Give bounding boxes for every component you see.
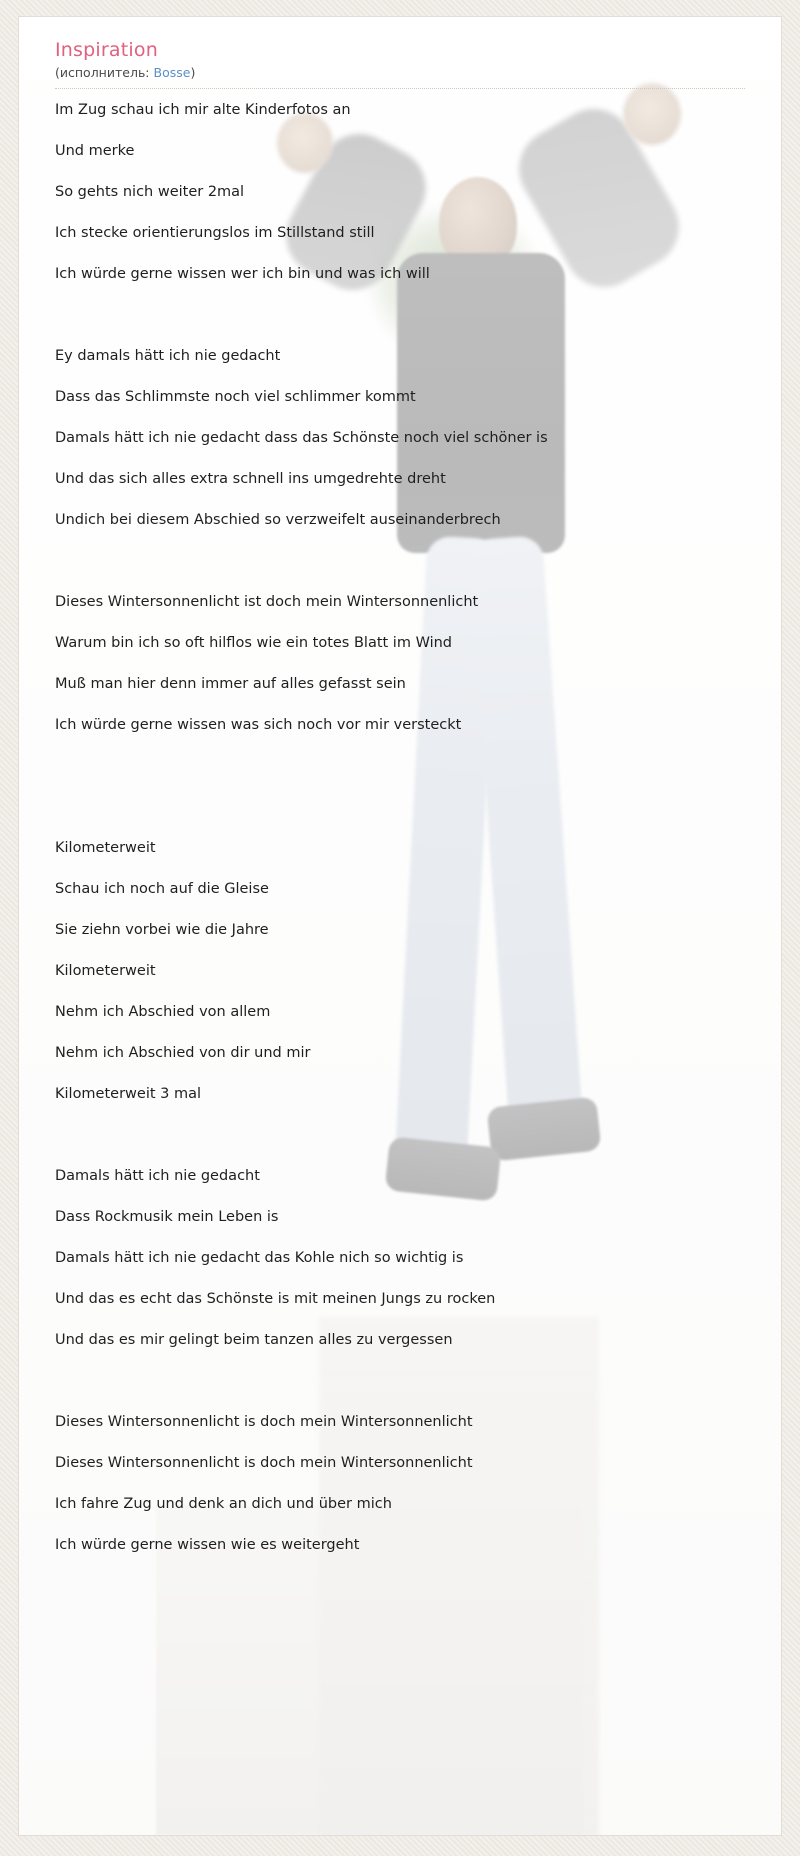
lyric-line: Dieses Wintersonnenlicht ist doch mein Wintersonnenlicht [55,594,479,610]
lyric-line: Kilometerweit [55,840,156,856]
lyric-line: Schau ich noch auf die Gleise [55,881,269,897]
artist-suffix-label: ) [190,65,196,80]
lyric-line: Und das es mir gelingt beim tanzen alles zu vergessen [55,1332,453,1348]
lyric-line: Dass Rockmusik mein Leben is [55,1209,279,1225]
lyric-line: Ich würde gerne wissen wer ich bin und was ich will [55,266,430,282]
artist-link[interactable]: Bosse [153,65,191,80]
lyric-line: Kilometerweit 3 mal [55,1086,202,1102]
lyric-line-blank [55,1128,745,1146]
lyric-line: Nehm ich Abschied von allem [55,1004,271,1020]
lyric-line: So gehts nich weiter 2mal [55,184,245,200]
lyric-line-blank [55,308,745,326]
lyric-line-blank [55,759,745,777]
lyric-line: Ich fahre Zug und denk an dich und über mich [55,1496,392,1512]
lyric-line: Damals hätt ich nie gedacht dass das Schönste noch viel schöner is [55,430,548,446]
lyric-line: Kilometerweit [55,963,156,979]
lyric-line: Dass das Schlimmste noch viel schlimmer kommt [55,389,416,405]
lyrics-card [18,16,782,1836]
lyric-line: Damals hätt ich nie gedacht das Kohle nich so wichtig is [55,1250,464,1266]
lyric-line: Damals hätt ich nie gedacht [55,1168,260,1184]
lyric-line: Im Zug schau ich mir alte Kinderfotos an [55,102,351,118]
lyric-line: Dieses Wintersonnenlicht is doch mein Wintersonnenlicht [55,1414,473,1430]
lyric-line: Ey damals hätt ich nie gedacht [55,348,281,364]
lyric-line: Ich stecke orientierungslos im Stillstand still [55,225,375,241]
lyric-line: Warum bin ich so oft hilflos wie ein totes Blatt im Wind [55,635,453,651]
lyrics-content [19,17,781,1609]
lyric-line: Ich würde gerne wissen wie es weitergeht [55,1537,360,1553]
lyric-line: Ich würde gerne wissen was sich noch vor mir versteckt [55,717,462,733]
lyric-line: Sie ziehn vorbei wie die Jahre [55,922,269,938]
artist-prefix-label: (исполнитель: [55,65,154,80]
lyric-line: Und das es echt das Schönste is mit meinen Jungs zu rocken [55,1291,496,1307]
lyric-line-blank [55,554,745,572]
lyric-line: Dieses Wintersonnenlicht is doch mein Wintersonnenlicht [55,1455,473,1471]
lyric-line: Und merke [55,143,135,159]
artist-line [55,65,745,89]
lyric-line: Und das sich alles extra schnell ins umgedrehte dreht [55,471,446,487]
lyric-line: Undich bei diesem Abschied so verzweifelt auseinanderbrech [55,512,501,528]
lyric-line: Nehm ich Abschied von dir und mir [55,1045,311,1061]
lyric-line-blank [55,1374,745,1392]
lyric-line: Muß man hier denn immer auf alles gefasst sein [55,676,406,692]
lyrics-body [55,103,745,1556]
lyric-line-blank [55,800,745,818]
page-title: Inspiration [55,39,158,61]
